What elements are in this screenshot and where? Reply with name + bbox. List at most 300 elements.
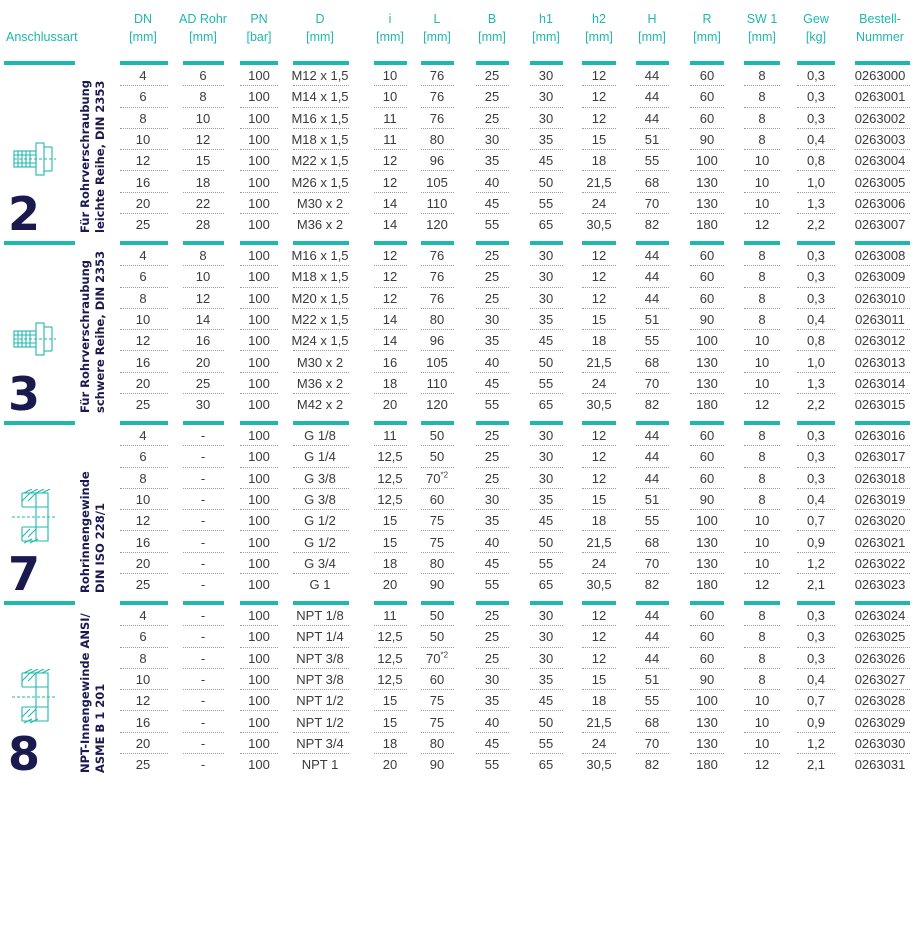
section-title-line: leichte Reihe, DIN 2353 xyxy=(93,80,107,233)
table-header xyxy=(0,0,914,60)
cell-value: 10 xyxy=(754,735,770,751)
cell-value: 50 xyxy=(429,428,445,443)
column-header-name: Gew xyxy=(803,12,829,26)
cell-nr xyxy=(840,446,914,467)
cell-value: 90 xyxy=(429,757,445,773)
column-header-unit: [kg] xyxy=(805,30,827,44)
cell-value: 75 xyxy=(429,693,445,709)
cell-value: 0,3 xyxy=(806,248,826,263)
cell-nr xyxy=(840,245,914,266)
cell-value: 12,5 xyxy=(377,449,403,465)
cell-value: 68 xyxy=(644,354,660,370)
cell-value: 25 xyxy=(484,650,500,666)
cell-value: 70 xyxy=(644,375,660,391)
cell-value: 35 xyxy=(484,333,500,349)
cell-nr xyxy=(840,605,914,626)
cell-nr xyxy=(840,193,914,214)
cell-value: 20 xyxy=(382,577,398,593)
table-row xyxy=(0,574,914,595)
cell-value: 0263002 xyxy=(854,110,906,126)
cell-value: 0263030 xyxy=(854,735,906,751)
cell-value: 0,4 xyxy=(806,311,826,327)
cell-d xyxy=(280,86,360,107)
cell-value: 8 xyxy=(758,671,766,687)
column-header-unit: [mm] xyxy=(189,30,217,44)
cell-d xyxy=(280,690,360,711)
cell-value: 180 xyxy=(696,757,718,773)
cell-value: 45 xyxy=(538,513,554,529)
cell-value: 130 xyxy=(696,354,718,370)
column-header-unit: [mm] xyxy=(376,30,404,44)
cell-value: - xyxy=(200,534,206,550)
cell-nr xyxy=(840,574,914,595)
table-row xyxy=(0,288,914,309)
cell-value: 44 xyxy=(644,290,660,306)
cell-value: 8 xyxy=(758,248,766,263)
cell-value: NPT 3/8 xyxy=(296,671,344,687)
cell-value: 68 xyxy=(644,714,660,730)
cell-value: 76 xyxy=(429,68,445,83)
cell-value: 30 xyxy=(538,68,554,83)
cell-d xyxy=(280,245,360,266)
cell-value: 30 xyxy=(538,110,554,126)
cell-value: M22 x 1,5 xyxy=(291,153,349,169)
cell-value: 60 xyxy=(699,269,715,285)
cell-value: 100 xyxy=(248,68,270,83)
cell-value: 100 xyxy=(248,650,270,666)
cell-value: 100 xyxy=(248,513,270,529)
cell-value: 0,9 xyxy=(806,534,826,550)
cell-value: 12 xyxy=(754,577,770,593)
cell-d xyxy=(280,446,360,467)
cell-value: 76 xyxy=(429,89,445,105)
cell-value: 12 xyxy=(591,110,607,126)
cell-value: 100 xyxy=(248,217,270,233)
cell-value: 50 xyxy=(429,629,445,645)
cell-value: 35 xyxy=(484,153,500,169)
cell-value: 15 xyxy=(382,513,398,529)
table-row xyxy=(0,373,914,394)
table-row xyxy=(0,214,914,235)
cell-value: 130 xyxy=(696,375,718,391)
cell-value: 60 xyxy=(699,89,715,105)
cell-value: 30 xyxy=(538,290,554,306)
cell-value: 60 xyxy=(429,671,445,687)
cell-nr xyxy=(840,214,914,235)
cell-value: 12 xyxy=(591,290,607,306)
column-header-unit: Nummer xyxy=(856,30,904,44)
cell-value: 0,3 xyxy=(806,290,826,306)
cell-value: 20 xyxy=(195,354,211,370)
cell-value: NPT 1/8 xyxy=(296,608,344,623)
cell-value: 10 xyxy=(754,513,770,529)
cell-value: 18 xyxy=(591,333,607,349)
cell-nr xyxy=(840,553,914,574)
cell-value: 0,4 xyxy=(806,671,826,687)
cell-value: 80 xyxy=(429,735,445,751)
cell-value: - xyxy=(200,608,206,623)
cell-value: 55 xyxy=(484,397,500,413)
cell-value: 100 xyxy=(248,375,270,391)
cell-d xyxy=(280,553,360,574)
column-header-unit: [mm] xyxy=(638,30,666,44)
cell-value: 25 xyxy=(135,757,151,773)
cell-value: 44 xyxy=(644,68,660,83)
cell-value: 22 xyxy=(195,195,211,211)
cell-value: 10 xyxy=(135,491,151,507)
cell-value: 44 xyxy=(644,449,660,465)
cell-value: 0263008 xyxy=(854,248,906,263)
column-header-unit: [mm] xyxy=(478,30,506,44)
cell-d xyxy=(280,733,360,754)
cell-value: 0263004 xyxy=(854,153,906,169)
cell-value: 12 xyxy=(591,428,607,443)
cell-d xyxy=(280,129,360,150)
cell-value: 0,3 xyxy=(806,68,826,83)
cell-value: 0263027 xyxy=(854,671,906,687)
section-title-line: Für Rohrverschraubung xyxy=(78,79,92,233)
cell-value: 82 xyxy=(644,757,660,773)
cell-value: 20 xyxy=(135,735,151,751)
cell-value: 12 xyxy=(591,650,607,666)
cell-value: 0263021 xyxy=(854,534,906,550)
cell-value: G 3/8 xyxy=(304,491,336,507)
cell-value: 0,3 xyxy=(806,650,826,666)
cell-nr xyxy=(840,690,914,711)
cell-value: 0263024 xyxy=(854,608,906,623)
cell-value: 8 xyxy=(758,650,766,666)
cell-value: 1,2 xyxy=(806,555,826,571)
cell-nr xyxy=(840,733,914,754)
cell-value: 12 xyxy=(382,248,398,263)
section-title-line: NPT-Innengewinde ANSI/ xyxy=(78,613,92,773)
cell-value: 6 xyxy=(199,68,207,83)
cell-value: 30 xyxy=(484,131,500,147)
section-number: 3 xyxy=(8,367,41,421)
cell-value: 44 xyxy=(644,629,660,645)
table-row xyxy=(0,532,914,553)
cell-value: 80 xyxy=(429,131,445,147)
table-row xyxy=(0,489,914,510)
cell-value: 6 xyxy=(139,449,147,465)
table-row xyxy=(0,733,914,754)
cell-value: 12 xyxy=(382,174,398,190)
cell-value: - xyxy=(200,470,206,486)
cell-value: 100 xyxy=(248,333,270,349)
column-header-name: SW 1 xyxy=(746,12,778,26)
cell-value: 10 xyxy=(195,269,211,285)
cell-value: 12,5 xyxy=(377,629,403,645)
column-header-name: h2 xyxy=(592,12,606,26)
cell-value: 10 xyxy=(754,174,770,190)
footnote-mark: *2 xyxy=(440,650,449,660)
cell-value: 45 xyxy=(484,195,500,211)
cell-nr xyxy=(840,352,914,373)
cell-value: 120 xyxy=(426,217,448,233)
cell-value: 0,7 xyxy=(806,513,826,529)
cell-value: 75 xyxy=(429,534,445,550)
cell-d xyxy=(280,489,360,510)
cell-value: 44 xyxy=(644,89,660,105)
cell-value: 30 xyxy=(538,428,554,443)
section-title-line: schwere Reihe, DIN 2353 xyxy=(93,250,107,413)
cell-value: 8 xyxy=(758,110,766,126)
cell-value: 30 xyxy=(538,89,554,105)
cell-value: 82 xyxy=(644,397,660,413)
cell-value: 80 xyxy=(429,311,445,327)
table-row xyxy=(0,394,914,415)
section-number: 2 xyxy=(8,187,41,241)
cell-value: 8 xyxy=(139,650,147,666)
table-row xyxy=(0,425,914,446)
cell-value: 51 xyxy=(644,491,660,507)
cell-value: 12 xyxy=(591,68,607,83)
column-header-name: R xyxy=(702,12,712,26)
cell-value: 25 xyxy=(484,629,500,645)
cell-value: 14 xyxy=(382,195,398,211)
column-header-unit: [mm] xyxy=(532,30,560,44)
cell-value: 8 xyxy=(758,629,766,645)
cell-value: 24 xyxy=(591,375,607,391)
cell-value: 6 xyxy=(139,89,147,105)
cell-value: 0263028 xyxy=(854,693,906,709)
cell-value: 80 xyxy=(429,555,445,571)
cell-nr xyxy=(840,86,914,107)
cell-value: 0263017 xyxy=(854,449,906,465)
cell-value: M36 x 2 xyxy=(296,217,344,233)
cell-value: 90 xyxy=(699,311,715,327)
cell-value: 4 xyxy=(139,68,147,83)
cell-value: 180 xyxy=(696,577,718,593)
column-header-unit: [mm] xyxy=(748,30,776,44)
cell-value: G 1 xyxy=(309,577,331,593)
cell-value: 100 xyxy=(248,354,270,370)
cell-value: 100 xyxy=(248,555,270,571)
cell-value: 45 xyxy=(538,153,554,169)
column-header-unit: [bar] xyxy=(246,30,272,44)
cell-value: M22 x 1,5 xyxy=(291,311,349,327)
cell-value: 15 xyxy=(382,693,398,709)
cell-value: 60 xyxy=(699,68,715,83)
cell-value: 0263025 xyxy=(854,629,906,645)
cell-value: 45 xyxy=(538,693,554,709)
table-row xyxy=(0,754,914,775)
section-title-line: Für Rohrverschraubung xyxy=(78,259,92,413)
table-row xyxy=(0,330,914,351)
table-row xyxy=(0,108,914,129)
cell-value: 1,2 xyxy=(806,735,826,751)
cell-value: 2,2 xyxy=(806,217,826,233)
cell-value: 44 xyxy=(644,269,660,285)
cell-value: 30 xyxy=(538,449,554,465)
cell-value: 68 xyxy=(644,174,660,190)
cell-value: 0,4 xyxy=(806,491,826,507)
cell-nr xyxy=(840,65,914,86)
column-header-name: Anschlussart xyxy=(6,30,78,44)
cell-value: 12 xyxy=(591,89,607,105)
table-row xyxy=(0,626,914,647)
cell-value: 0263018 xyxy=(854,470,906,486)
cell-d xyxy=(280,648,360,669)
cell-value: 11 xyxy=(383,110,397,126)
cell-value: 14 xyxy=(382,311,398,327)
cell-value: 8 xyxy=(758,311,766,327)
cell-value: 11 xyxy=(383,428,397,443)
cell-value: 100 xyxy=(248,153,270,169)
cell-value: 40 xyxy=(484,534,500,550)
cell-value: M30 x 2 xyxy=(296,354,344,370)
table-row xyxy=(0,669,914,690)
column-header-name: H xyxy=(647,12,657,26)
cell-value: 130 xyxy=(696,174,718,190)
cell-value: 12 xyxy=(382,269,398,285)
cell-value: 30 xyxy=(538,470,554,486)
cell-value: 8 xyxy=(758,131,766,147)
cell-value: 0263020 xyxy=(854,513,906,529)
cell-value: 35 xyxy=(538,131,554,147)
cell-value: 15 xyxy=(382,714,398,730)
cell-value: 100 xyxy=(248,470,270,486)
cell-nr xyxy=(840,394,914,415)
cell-value: M20 x 1,5 xyxy=(291,290,349,306)
cell-value: G 1/4 xyxy=(304,449,336,465)
cell-value: 68 xyxy=(644,534,660,550)
cell-d xyxy=(280,309,360,330)
cell-value: 0,3 xyxy=(806,608,826,623)
cell-value: 21,5 xyxy=(586,174,612,190)
cell-value: 10 xyxy=(754,693,770,709)
cell-value: 75 xyxy=(429,513,445,529)
cell-value: 12,5 xyxy=(377,650,403,666)
cell-value: 2,1 xyxy=(806,577,826,593)
cell-value: 35 xyxy=(538,491,554,507)
cell-value: 24 xyxy=(591,555,607,571)
section-number: 7 xyxy=(8,547,41,601)
cell-value: 35 xyxy=(538,311,554,327)
column-header-name: D xyxy=(315,12,325,26)
cell-d xyxy=(280,574,360,595)
cell-value: 70 xyxy=(425,470,441,486)
table-row xyxy=(0,446,914,467)
cell-value: 10 xyxy=(382,68,398,83)
cell-d xyxy=(280,605,360,626)
cell-value: 4 xyxy=(139,608,147,623)
cell-value: 10 xyxy=(754,534,770,550)
cell-value: 55 xyxy=(644,333,660,349)
cell-value: 0,8 xyxy=(806,153,826,169)
cell-value: 15 xyxy=(591,311,607,327)
cell-value: 10 xyxy=(754,354,770,370)
cell-value: 14 xyxy=(382,217,398,233)
cell-value: 0,3 xyxy=(806,110,826,126)
cell-value: 100 xyxy=(248,174,270,190)
cell-value: 25 xyxy=(484,68,500,83)
cell-value: 55 xyxy=(644,513,660,529)
cell-value: - xyxy=(200,714,206,730)
cell-value: 12 xyxy=(591,248,607,263)
cell-value: 15 xyxy=(195,153,211,169)
cell-value: 8 xyxy=(139,290,147,306)
cell-value: 100 xyxy=(248,693,270,709)
cell-value: 0263012 xyxy=(854,333,906,349)
cell-value: 30 xyxy=(538,650,554,666)
cell-value: 30 xyxy=(484,491,500,507)
cell-value: 18 xyxy=(195,174,211,190)
cell-value: 30,5 xyxy=(586,397,612,413)
cell-value: 12 xyxy=(591,470,607,486)
cell-value: 130 xyxy=(696,195,718,211)
cell-value: 55 xyxy=(484,217,500,233)
cell-value: 6 xyxy=(139,629,147,645)
cell-value: 100 xyxy=(248,131,270,147)
cell-value: 90 xyxy=(699,671,715,687)
cell-value: 110 xyxy=(426,375,448,391)
cell-value: 0263023 xyxy=(854,577,906,593)
cell-d xyxy=(280,65,360,86)
footnote-mark: *2 xyxy=(440,470,449,480)
cell-value: 60 xyxy=(699,449,715,465)
cell-value: 82 xyxy=(644,217,660,233)
cell-nr xyxy=(840,754,914,775)
cell-value: 90 xyxy=(699,131,715,147)
cell-value: 0263009 xyxy=(854,269,906,285)
cell-value: 50 xyxy=(538,534,554,550)
table-row xyxy=(0,150,914,171)
section-title-line: DIN ISO 228/1 xyxy=(93,502,107,593)
cell-value: 180 xyxy=(696,397,718,413)
cell-value: 10 xyxy=(135,671,151,687)
cell-value: 12 xyxy=(135,333,151,349)
cell-value: 14 xyxy=(382,333,398,349)
cell-nr xyxy=(840,425,914,446)
table-row xyxy=(0,648,914,669)
cell-value: 55 xyxy=(538,735,554,751)
cell-value: 4 xyxy=(139,248,147,263)
cell-nr xyxy=(840,266,914,287)
table-row xyxy=(0,712,914,733)
cell-value: NPT 1/4 xyxy=(296,629,344,645)
cell-value: 0263006 xyxy=(854,195,906,211)
cell-value: 25 xyxy=(195,375,211,391)
cell-value: 8 xyxy=(758,491,766,507)
cell-value: 0263014 xyxy=(854,375,906,391)
cell-value: M24 x 1,5 xyxy=(291,333,349,349)
cell-value: 12 xyxy=(591,608,607,623)
cell-value: 35 xyxy=(538,671,554,687)
cell-value: NPT 3/4 xyxy=(296,735,344,751)
cell-nr xyxy=(840,669,914,690)
cell-value: 25 xyxy=(135,577,151,593)
cell-value: 100 xyxy=(248,629,270,645)
cell-nr xyxy=(840,129,914,150)
cell-value: 15 xyxy=(591,131,607,147)
cell-value: 18 xyxy=(382,375,398,391)
cell-value: 8 xyxy=(758,89,766,105)
cell-value: 55 xyxy=(644,693,660,709)
cell-value: - xyxy=(200,577,206,593)
cell-value: - xyxy=(200,491,206,507)
cell-value: 60 xyxy=(699,248,715,263)
cell-value: 0,3 xyxy=(806,89,826,105)
cell-value: 10 xyxy=(754,333,770,349)
cell-value: 50 xyxy=(538,174,554,190)
cell-d xyxy=(280,468,360,489)
cell-value: 60 xyxy=(699,470,715,486)
cell-nr xyxy=(840,510,914,531)
cell-value: 0263010 xyxy=(854,290,906,306)
cell-value: G 1/8 xyxy=(304,428,336,443)
cell-value: 12 xyxy=(591,449,607,465)
